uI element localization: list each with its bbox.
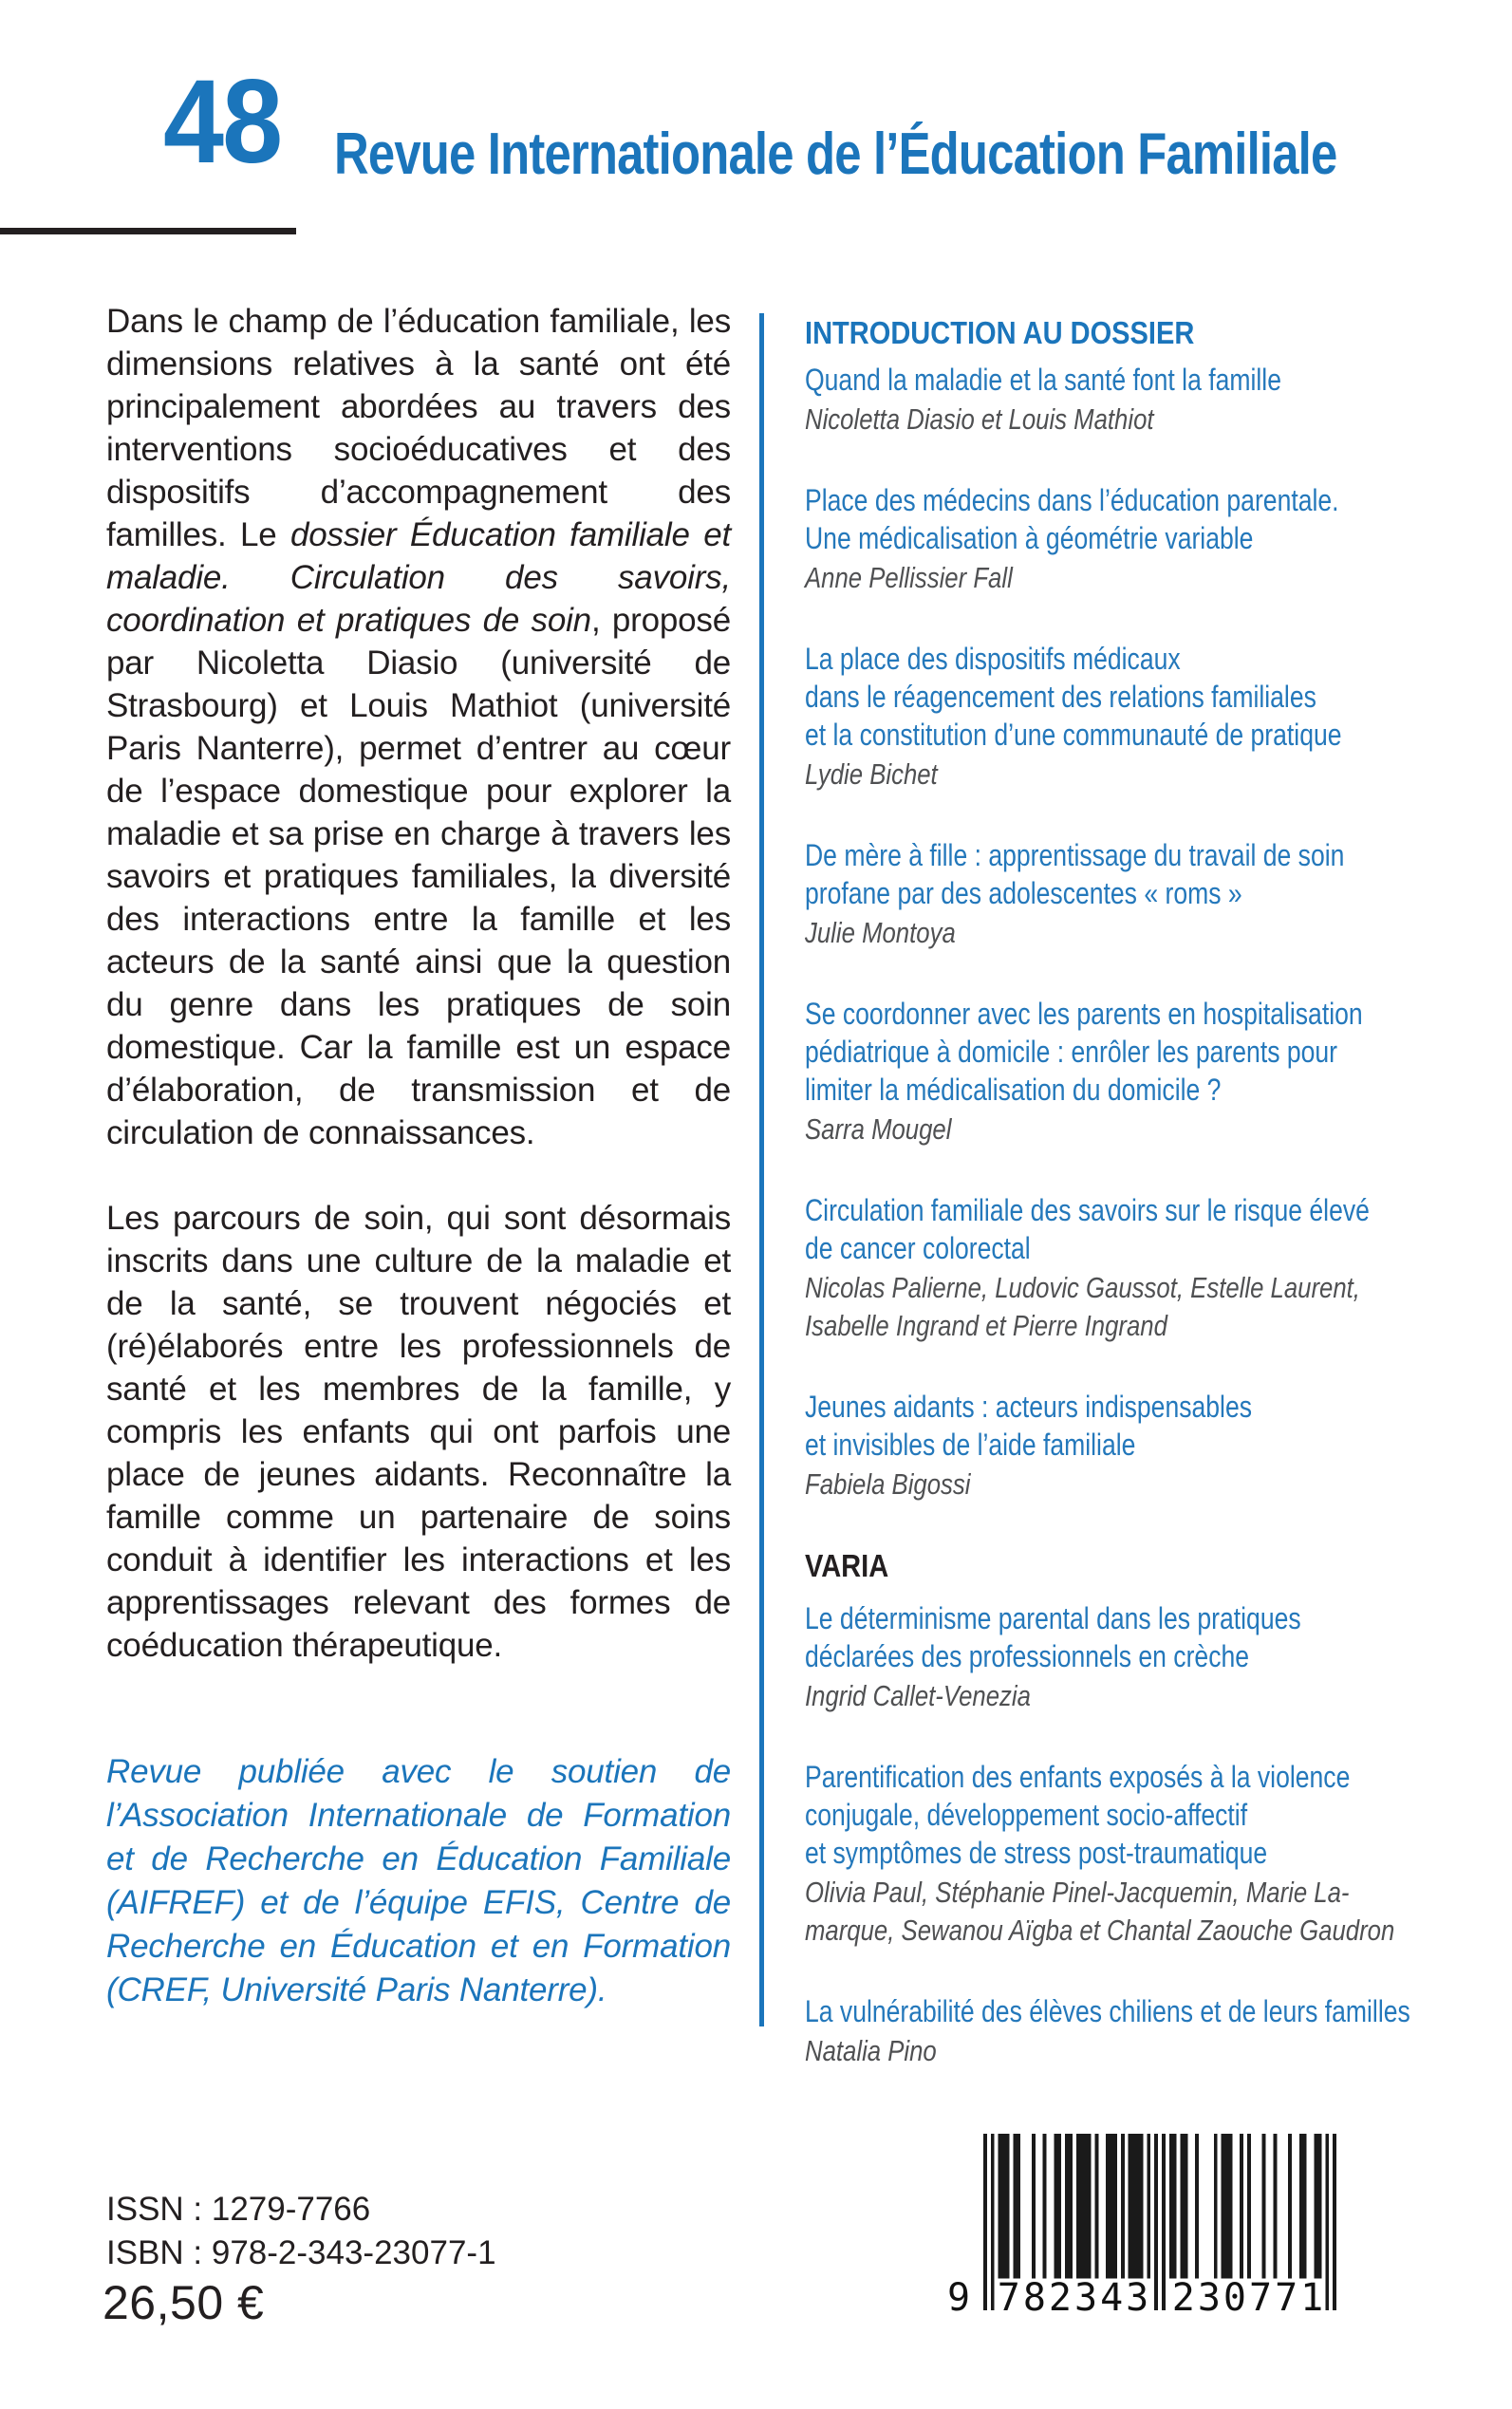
toc-entry-authors: Julie Montoya	[805, 916, 956, 949]
toc-entry-title: La vulnérabilité des élèves chiliens et de leurs familles	[805, 1994, 1410, 2028]
toc-entry-authors: Lydie Bichet	[805, 757, 938, 791]
toc-entry-title: La place des dispositifs médicaux dans le réagencement des relations familiales et la constitution d’une communauté de pratique	[805, 642, 1342, 752]
toc-entry-title: Circulation familiale des savoirs sur le risque élevé de cancer colorectal	[805, 1193, 1370, 1265]
barcode-digit-group2: 230771	[1171, 2276, 1327, 2320]
table-of-contents	[805, 313, 1474, 2113]
toc-entry	[805, 995, 1474, 1148]
support-note: Revue publiée avec le soutien de l’Association Internationale de Formation et de Recherche en Éducation Familiale (AIFREF) et de l’équipe EFIS, Centre de Recherche en Éducation et en Formation (CREF, Université Paris Nanterre).	[106, 1753, 731, 2008]
toc-entry	[805, 1388, 1474, 1503]
barcode-digit-group1: 782343	[997, 2276, 1152, 2320]
toc-entry-title: Place des médecins dans l’éducation parentale. Une médicalisation à géométrie variable	[805, 483, 1339, 555]
header-rule	[0, 228, 296, 234]
toc-entry	[805, 1758, 1474, 1950]
toc-entry-title: Quand la maladie et la santé font la famille	[805, 363, 1281, 397]
toc-entry	[805, 836, 1474, 952]
toc-section-heading-2: VARIA	[805, 1548, 889, 1583]
toc-entry	[805, 361, 1474, 439]
abstract-paragraph-1: Dans le champ de l’éducation familiale, les dimensions relatives à la santé ont été principalement abordées au travers des interventions socioéducatives et des dispositifs d’accompagnement des familles. Le dossier Éducation familiale et maladie. Circulation des savoirs, coordination et pratiques de soin, proposé par Nicoletta Diasio (université de Strasbourg) et Louis Mathiot (université Paris Nanterre), permet d’entrer au cœur de l’espace domestique pour explorer la maladie et sa prise en charge à travers les savoirs et pratiques familiales, la diversité des interactions entre la famille et les acteurs de la santé ainsi que la question du genre dans les pratiques de soin domestique. Car la famille est un espace d’élaboration, de transmission et de circulation de connaissances.	[106, 303, 731, 1151]
toc-entry	[805, 1992, 1474, 2070]
issue-number: 48	[163, 56, 282, 188]
ean13-barcode	[947, 2134, 1338, 2320]
toc-entry	[805, 640, 1474, 794]
toc-entry-authors: Nicolas Palierne, Ludovic Gaussot, Estelle Laurent, Isabelle Ingrand et Pierre Ingrand	[805, 1271, 1360, 1342]
toc-entry-authors: Sarra Mougel	[805, 1112, 952, 1146]
toc-entry-title: De mère à fille : apprentissage du travail de soin profane par des adolescentes « roms »	[805, 838, 1345, 910]
toc-entry-title: Le déterminisme parental dans les pratiques déclarées des professionnels en crèche	[805, 1601, 1301, 1673]
isbn-label: ISBN : 978-2-343-23077-1	[106, 2234, 496, 2271]
toc-entry-authors: Nicoletta Diasio et Louis Mathiot	[805, 402, 1154, 436]
price-label: 26,50 €	[103, 2276, 265, 2329]
toc-entry-authors: Ingrid Callet-Venezia	[805, 1679, 1031, 1712]
toc-section-heading-1: INTRODUCTION AU DOSSIER	[805, 315, 1195, 350]
issn-label: ISSN : 1279-7766	[106, 2191, 371, 2228]
toc-entry-authors: Fabiela Bigossi	[805, 1467, 971, 1501]
column-divider	[759, 313, 764, 2026]
toc-entry-title: Jeunes aidants : acteurs indispensables et invisibles de l’aide familiale	[805, 1390, 1252, 1462]
toc-entry-title: Parentification des enfants exposés à la violence conjugale, développement socio-affectif et symptômes de stress post-traumatique	[805, 1760, 1351, 1870]
toc-entry	[805, 1599, 1474, 1715]
abstract-column	[106, 300, 731, 2012]
toc-entry-authors: Natalia Pino	[805, 2034, 937, 2067]
toc-entry-authors: Olivia Paul, Stéphanie Pinel-Jacquemin, Marie La- marque, Sewanou Aïgba et Chantal Zaouche Gaudron	[805, 1876, 1395, 1947]
barcode-digit-left: 9	[947, 2276, 974, 2320]
toc-entry-title: Se coordonner avec les parents en hospitalisation pédiatrique à domicile : enrôler les parents pour limiter la médicalisation du domicile ?	[805, 997, 1363, 1107]
toc-entry	[805, 481, 1474, 597]
toc-entry	[805, 1191, 1474, 1345]
abstract-paragraph-2: Les parcours de soin, qui sont désormais inscrits dans une culture de la maladie et de la santé, se trouvent négociés et (ré)élaborés entre les professionnels de santé et les membres de la famille, y compris les enfants qui ont parfois une place de jeunes aidants. Reconnaître la famille comme un partenaire de soins conduit à identifier les interactions et les apprentissages relevant des formes de coéducation thérapeutique.	[106, 1200, 731, 1664]
journal-title: Revue Internationale de l’Éducation Familiale	[334, 121, 1337, 187]
identifier-block	[106, 2188, 496, 2275]
toc-entry-authors: Anne Pellissier Fall	[805, 561, 1013, 594]
